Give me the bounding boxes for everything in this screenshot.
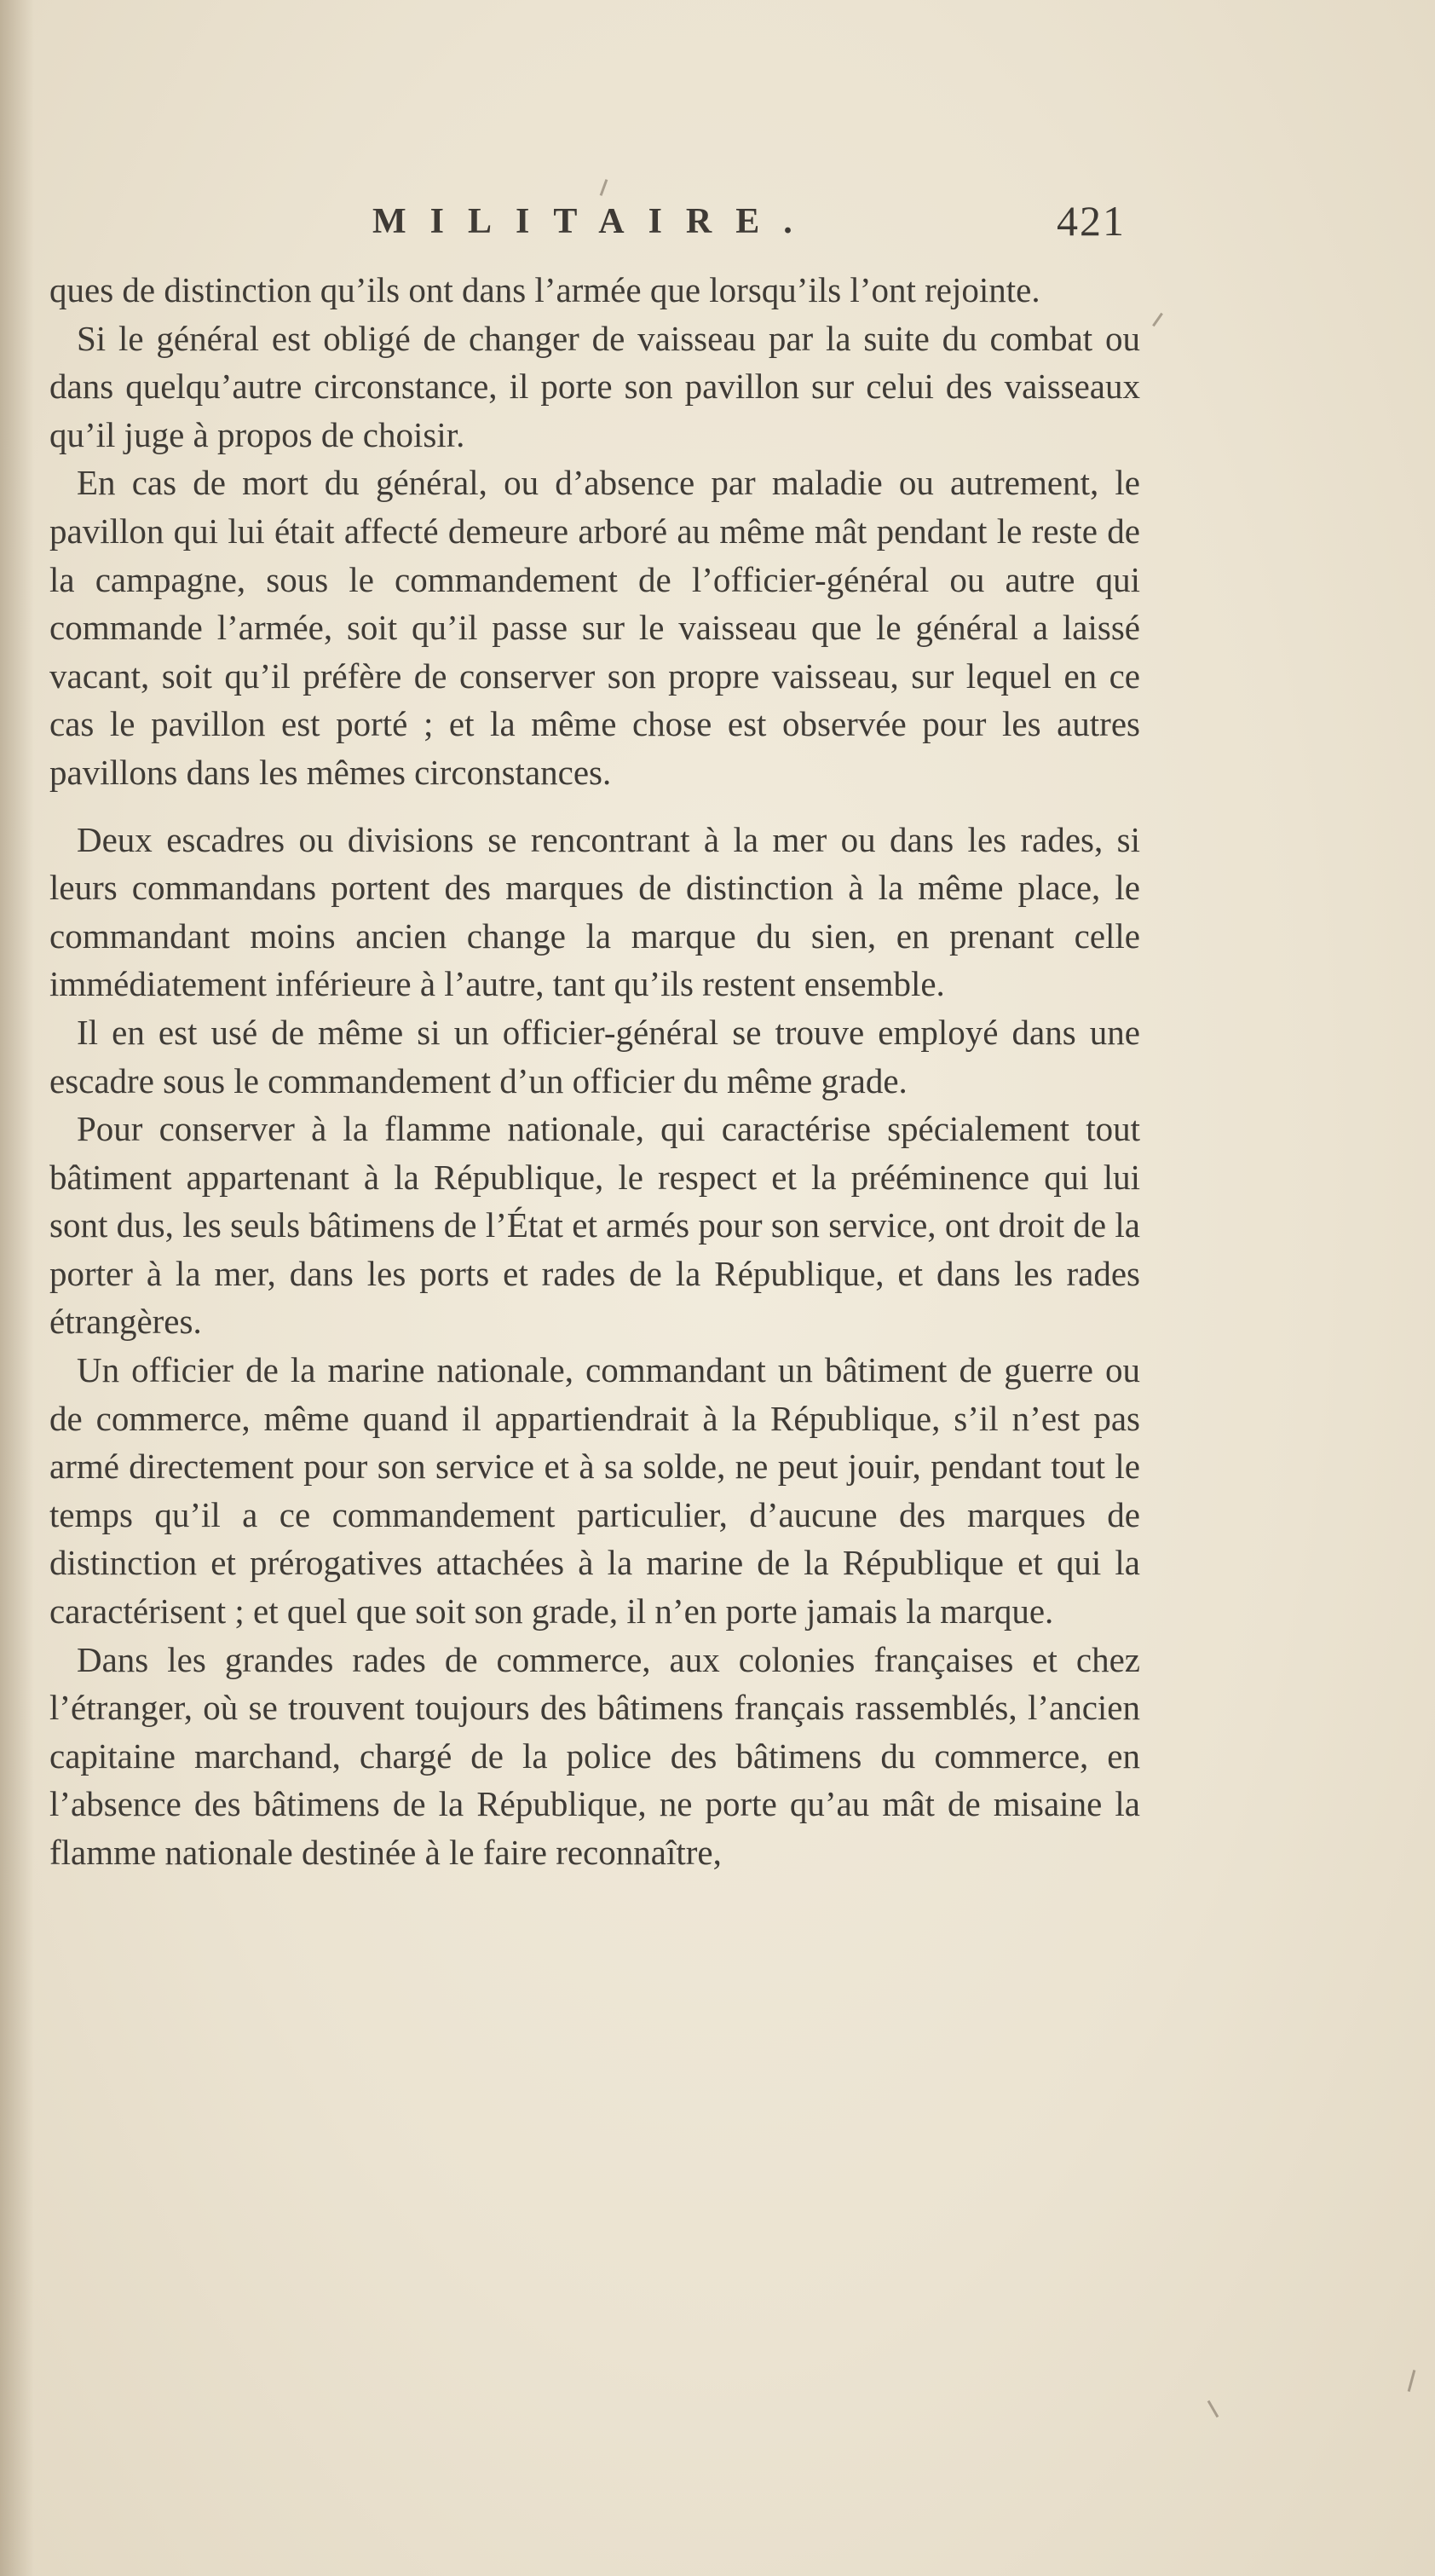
paragraph-national-pennant: Pour conserver à la flamme nationale, qui caractérise spécialement tout bâtiment appartenant à la République, le respect et la prééminence qui lui sont dus, les seuls bâtimens de l’État et armés pour son service, ont droit de la porter à la mer, dans les ports et rades de la République, et dans les rades étrangères. (49, 1109, 1140, 1342)
paragraph-two-squadrons: Deux escadres ou divisions se rencontrant à la mer ou dans les rades, si leurs commandans portent des marques de distinction à la même place, le commandant moins ancien change la marque du sien, en prenant celle immédiatement inférieure à l’autre, tant qu’ils restent ensemble. (49, 819, 1140, 1004)
paragraph-same-grade: Il en est usé de même si un officier-général se trouve employé dans une escadre sous le commandement d’un officier du même grade. (49, 1012, 1140, 1100)
page-number: 421 (1057, 197, 1126, 245)
paragraph-naval-officer: Un officier de la marine nationale, commandant un bâtiment de guerre ou de commerce, même quand il appartiendrait à la République, s’il n’est pas armé directement pour son service et à sa solde, ne peut jouir, pendant tout le temps qu’il a ce commandement particulier, d’aucune des marques de distinction et prérogatives attachées à la marine de la République et qui la caractérisent ; et quel que soit son grade, il n’en porte jamais la marque. (49, 1350, 1140, 1632)
paragraph-death-of-general: En cas de mort du général, ou d’absence par maladie ou autrement, le pavillon qui lui était affecté demeure arboré au même mât pendant le reste de la campagne, sous le commandement de l’officier-général ou autre qui commande l’armée, soit qu’il passe sur le vaisseau que le général a laissé vacant, soit qu’il préfère de conserver son propre vaisseau, sur lequel en ce cas le pavillon est porté ; et la même chose est observée pour les autres pavillons dans les mêmes circonstances. (49, 463, 1140, 792)
page-spine-shadow (0, 0, 34, 2576)
paper-mark (600, 179, 608, 196)
body-text (49, 266, 1140, 1877)
running-head: MILITAIRE. (372, 202, 816, 241)
paper-mark (1408, 2370, 1416, 2392)
paper-mark (1207, 2400, 1219, 2418)
paragraph-change-vessel: Si le général est obligé de changer de vaisseau par la suite du combat ou dans quelqu’autre circonstance, il porte son pavillon sur celui des vaisseaux qu’il juge à propos de choisir. (49, 318, 1140, 454)
paragraph-continuation: ques de distinction qu’ils ont dans l’armée que lorsqu’ils l’ont rejointe. (49, 270, 1040, 309)
page-header (51, 197, 1159, 261)
paragraph-commercial-roads: Dans les grandes rades de commerce, aux colonies françaises et chez l’étranger, où se trouvent toujours des bâtimens français rassemblés, l’ancien capitaine marchand, chargé de la police des bâtimens du commerce, en l’absence des bâtimens de la République, ne porte qu’au mât de misaine la flamme nationale destinée à le faire reconnaître, (49, 1639, 1140, 1872)
paper-mark (1152, 313, 1163, 326)
